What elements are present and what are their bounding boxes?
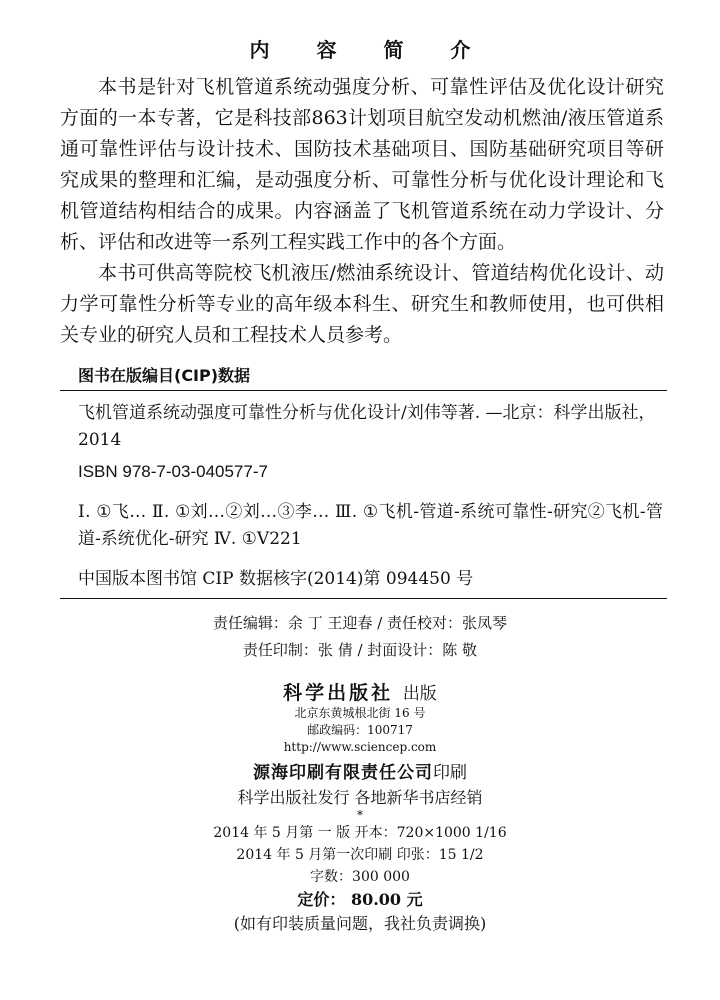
price: 定价： 80.00 元: [297, 890, 423, 909]
publisher-logo-text: 科学出版社: [283, 682, 394, 704]
divider: [60, 390, 667, 391]
printer-suffix: 印刷: [433, 763, 467, 783]
editor-line: 责任编辑：余 丁 王迎春 / 责任校对：张凤琴: [212, 614, 508, 632]
separator-star: *: [357, 808, 363, 822]
edition-line: 2014 年 5 月第 一 版 开本：720×1000 1/16: [213, 825, 507, 841]
divider: [60, 598, 667, 599]
word-count: 字数：300 000: [310, 869, 410, 885]
publisher-address: 北京东黄城根北街 16 号: [294, 706, 426, 720]
cip-label: 图书在版编目(CIP)数据: [78, 366, 251, 385]
intro-paragraph: 本书可供高等院校飞机液压/燃油系统设计、管道结构优化设计、动力学可靠性分析等专业的高年级本科生、研究生和教师使用，也可供相关专业的研究人员和工程技术人员参考。: [60, 262, 664, 346]
publication-info: [0, 678, 720, 936]
editor-credits: [0, 610, 720, 664]
section-title: 内 容 简 介: [249, 38, 491, 62]
cip-classification: Ⅰ. ①飞… Ⅱ. ①刘…②刘…③李… Ⅲ. ①飞机-管道-系统可靠性-研究②飞机-管道-系统优化-研究 Ⅳ. ①V221: [78, 502, 663, 549]
cip-core-number: 中国版本图书馆 CIP 数据核字(2014)第 094450 号: [78, 569, 474, 589]
editor-line: 责任印制：张 倩 / 封面设计：陈 敬: [242, 641, 478, 659]
printer-name: [0, 758, 720, 783]
printer-logo-text: 源海印刷有限责任公司: [253, 763, 433, 783]
cip-record: [78, 400, 663, 553]
intro-paragraph: 本书是针对飞机管道系统动强度分析、可靠性评估及优化设计研究方面的一本专著，它是科技部863计划项目航空发动机燃油/液压管道系通可靠性评估与设计技术、国防技术基础项目、国防基础研究项目等研究成果的整理和汇编，是动强度分析、可靠性分析与优化设计理论和飞机管道结构相结合的成果。内容涵盖了飞机管道系统在动力学设计、分析、评估和改进等一系列工程实践工作中的各个方面。: [60, 76, 664, 253]
cip-isbn: ISBN 978-7-03-040577-7: [78, 462, 268, 481]
cip-title-line: 飞机管道系统动强度可靠性分析与优化设计/刘伟等著. —北京：科学出版社，2014: [78, 403, 656, 450]
publisher-website: http://www.sciencep.com: [283, 740, 437, 754]
intro-text: [60, 72, 664, 351]
publisher-name: [0, 678, 720, 705]
publisher-suffix: 出版: [402, 684, 437, 704]
quality-notice: (如有印装质量问题，我社负责调换): [233, 914, 487, 933]
distribution-line: 科学出版社发行 各地新华书店经销: [237, 788, 483, 807]
printing-line: 2014 年 5 月第一次印刷 印张：15 1/2: [236, 847, 484, 863]
publisher-postcode: 邮政编码：100717: [307, 723, 413, 737]
